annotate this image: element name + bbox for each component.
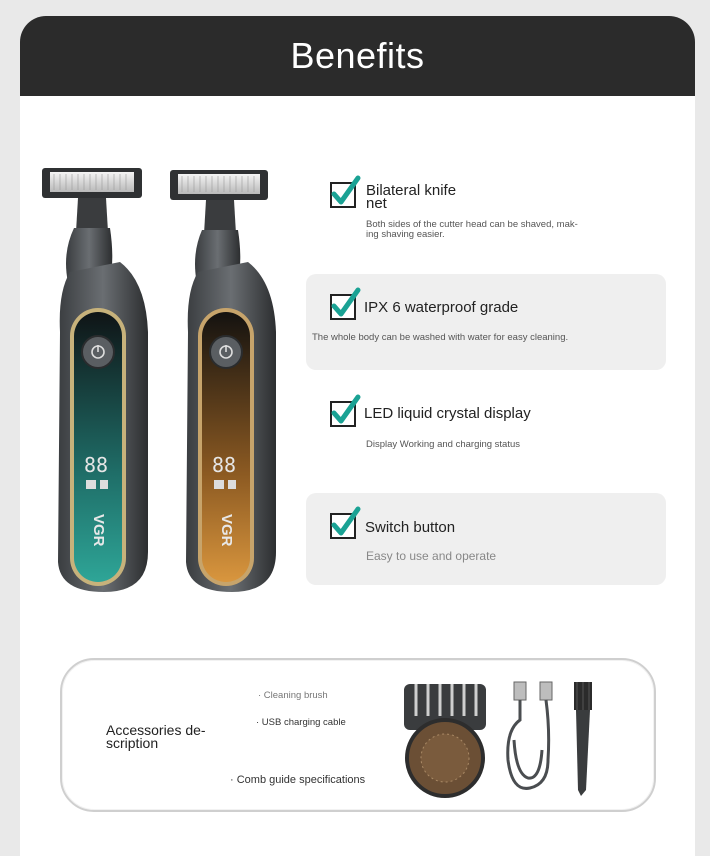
checkbox-icon: [330, 401, 356, 427]
feature-description: Both sides of the cutter head can be shaved, mak- ing shaving easier.: [366, 219, 578, 240]
feature-bilateral-knife: [306, 168, 666, 258]
accessory-cleaning-brush: · Cleaning brush: [258, 690, 328, 701]
feature-waterproof: [306, 274, 666, 370]
brand-logo-2: VGR: [218, 514, 235, 547]
checkbox-icon: [330, 513, 356, 539]
header-bar: [20, 16, 695, 96]
feature-title: Bilateral knife net: [366, 182, 457, 212]
accessories-panel: [60, 658, 656, 812]
page-title: Benefits: [290, 35, 425, 76]
accessories-title: Accessories de- scription: [106, 722, 206, 751]
feature-title: LED liquid crystal display: [364, 405, 531, 422]
feature-switch-button: [306, 493, 666, 585]
brand-logo-1: VGR: [90, 514, 107, 547]
comb-guide-image: [404, 684, 486, 796]
checkbox-icon: [330, 294, 356, 320]
checkbox-icon: [330, 182, 356, 208]
feature-description: The whole body can be washed with water for easy cleaning.: [312, 332, 569, 343]
product-illustration: [38, 162, 298, 597]
accessories-image: [398, 670, 618, 800]
cleaning-brush-image: [574, 682, 592, 796]
feature-description: Easy to use and operate: [366, 549, 497, 563]
feature-description: Display Working and charging status: [366, 439, 521, 450]
accessory-comb-guide: · Comb guide specifications: [230, 774, 366, 786]
usb-cable-image: [508, 682, 552, 788]
shaver-pair-image: [38, 162, 298, 592]
benefits-card: [20, 16, 695, 856]
accessory-usb-cable: · USB charging cable: [256, 717, 346, 728]
display-digits-2: 88: [212, 453, 237, 477]
display-digits-1: 88: [84, 453, 109, 477]
feature-title: Switch button: [365, 519, 456, 536]
feature-title: IPX 6 waterproof grade: [364, 299, 519, 316]
feature-led-display: [306, 384, 666, 480]
